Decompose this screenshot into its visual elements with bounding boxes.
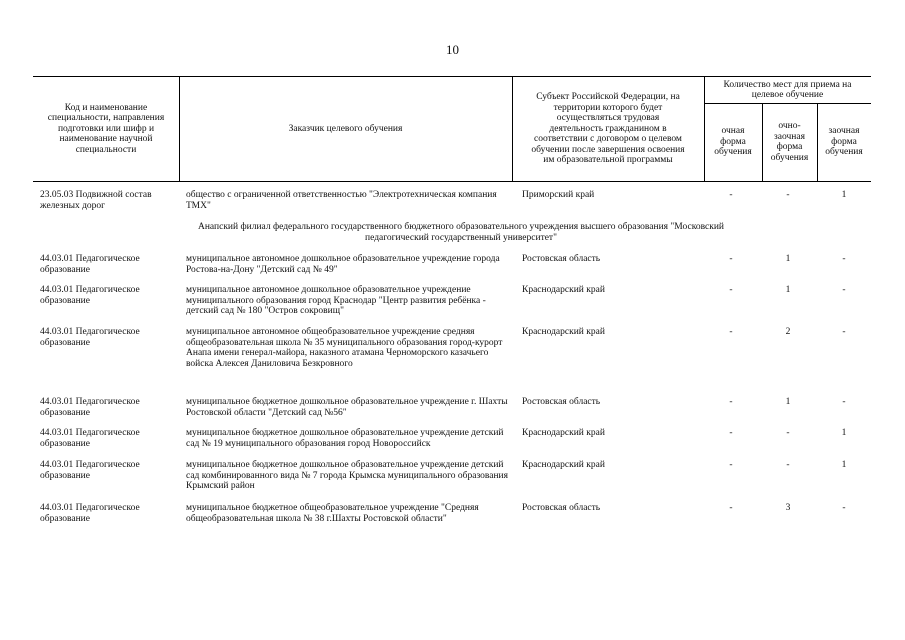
specialty-code: 44.03.01 Педагогическое образование (40, 428, 140, 449)
full-time-count: - (729, 428, 733, 438)
customer-name: муниципальное бюджетное дошкольное образовательное учреждение г. Шахты Ростовской области "Детский сад №56" (186, 397, 508, 418)
full-time-count: - (729, 460, 733, 470)
customer-name: муниципальное бюджетное дошкольное образовательное учреждение детский сад № 19 муниципального образования город Новороссийск (186, 428, 504, 449)
part-time-count: - (786, 460, 790, 470)
specialty-code: 44.03.01 Педагогическое образование (40, 503, 140, 524)
header-distance: заочная форма обучения (825, 126, 863, 158)
header-region: Субъект Российской Федерации, на территории которого будет осуществляться трудовая деятельность гражданином в соответствии с договором о целевом обучении после завершения освоения им образовательной программы (531, 92, 685, 166)
part-time-count: - (786, 428, 790, 438)
distance-count: - (842, 327, 846, 337)
specialty-code: 44.03.01 Педагогическое образование (40, 327, 140, 348)
customer-name: муниципальное автономное общеобразовательное учреждение средняя общеобразовательная школа № 35 муниципального образования город-курорт Анапа имени генерал-майора, наказного атамана Черноморского казачьего войска Алексея Даниловича Безкровного (186, 327, 503, 369)
customer-name: муниципальное бюджетное общеобразовательное учреждение "Средняя общеобразовательная школа № 38 г.Шахты Ростовской области" (186, 503, 479, 524)
region-name: Ростовская область (522, 397, 601, 407)
full-time-count: - (729, 503, 733, 513)
header-places: Количество мест для приема на целевое обучение (723, 79, 852, 100)
full-time-count: - (729, 327, 733, 337)
region-name: Краснодарский край (522, 327, 605, 337)
distance-count: 1 (841, 428, 847, 438)
region-name: Приморский край (522, 190, 595, 200)
region-name: Краснодарский край (522, 285, 605, 295)
distance-count: 1 (841, 460, 847, 470)
distance-count: - (842, 503, 846, 513)
distance-count: - (842, 285, 846, 295)
customer-name: муниципальное автономное дошкольное образовательное учреждение муниципального образования город Краснодар "Центр развития ребёнка - детский сад № 180 "Остров сокровищ" (186, 285, 486, 316)
part-time-count: 1 (785, 397, 791, 407)
customer-name: муниципальное бюджетное дошкольное образовательное учреждение детский сад комбинированного вида № 7 города Крымска муниципального образования Крымский район (186, 460, 509, 491)
full-time-count: - (729, 397, 733, 407)
header-full-time: очная форма обучения (714, 126, 752, 158)
specialty-code: 44.03.01 Педагогическое образование (40, 460, 140, 481)
header-customer: Заказчик целевого обучения (288, 123, 403, 134)
region-name: Краснодарский край (522, 428, 605, 438)
full-time-count: - (729, 190, 733, 200)
region-name: Ростовская область (522, 254, 601, 264)
distance-count: - (842, 254, 846, 264)
specialty-code: 44.03.01 Педагогическое образование (40, 397, 140, 418)
customer-name: общество с ограниченной ответственностью "Электротехническая компания ТМХ" (186, 190, 497, 211)
specialty-code: 44.03.01 Педагогическое образование (40, 285, 140, 306)
region-name: Ростовская область (522, 503, 601, 513)
branch-heading: Анапский филиал федерального государственного бюджетного образовательного учреждения высшего образования "Московский педагогический государственный университет" (197, 222, 725, 243)
part-time-count: - (786, 190, 790, 200)
page-number: 10 (446, 42, 459, 57)
part-time-count: 2 (785, 327, 791, 337)
table-header (33, 76, 871, 182)
full-time-count: - (729, 254, 733, 264)
distance-count: - (842, 397, 846, 407)
specialty-code: 44.03.01 Педагогическое образование (40, 254, 140, 275)
specialty-code: 23.05.03 Подвижной состав железных дорог (40, 190, 152, 211)
part-time-count: 3 (785, 503, 791, 513)
region-name: Краснодарский край (522, 460, 605, 470)
part-time-count: 1 (785, 254, 791, 264)
part-time-count: 1 (785, 285, 791, 295)
header-code: Код и наименование специальности, направления подготовки или шифр и наименование научной специальности (47, 102, 165, 155)
customer-name: муниципальное автономное дошкольное образовательное учреждение города Ростова-на-Дону "Детский сад № 49" (186, 254, 500, 275)
distance-count: 1 (841, 190, 847, 200)
header-part-time: очно-заочная форма обучения (770, 121, 809, 163)
full-time-count: - (729, 285, 733, 295)
